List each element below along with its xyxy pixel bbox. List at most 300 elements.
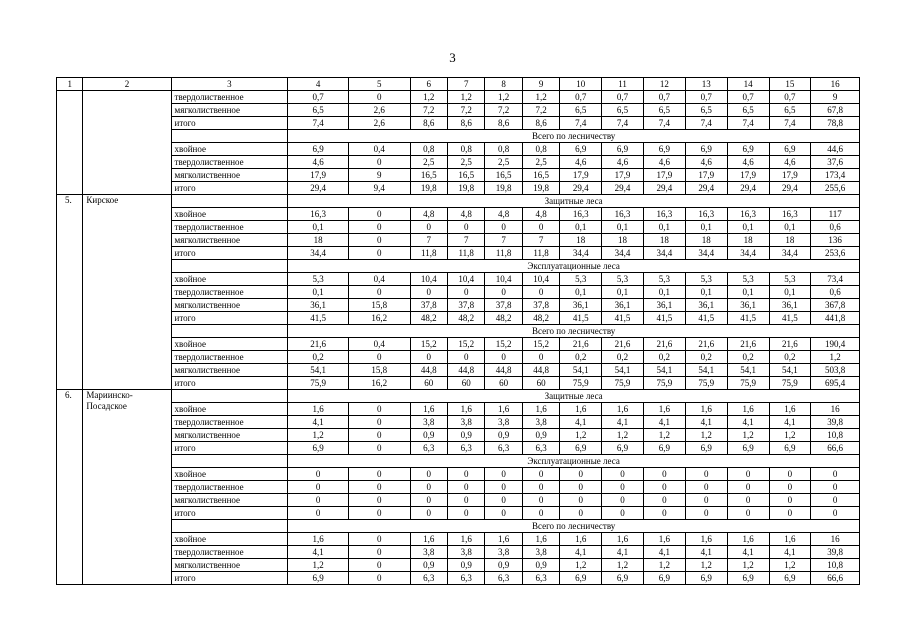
value-cell: 0	[410, 351, 447, 364]
table-row	[57, 299, 860, 312]
value-cell: 0	[447, 221, 484, 234]
value-cell: 0,1	[727, 286, 769, 299]
value-cell: 5,3	[288, 273, 349, 286]
value-cell: 7,2	[447, 104, 484, 117]
section-title: Всего по лесничеству	[288, 520, 860, 533]
value-cell: 0	[560, 468, 602, 481]
value-cell: 66,6	[811, 442, 860, 455]
value-cell: 0	[348, 247, 410, 260]
value-cell: 3,8	[485, 546, 522, 559]
table-row	[57, 351, 860, 364]
value-cell: 10,4	[485, 273, 522, 286]
forest-type-cell: мягколиственное	[171, 104, 288, 117]
value-cell: 44,6	[811, 143, 860, 156]
value-cell: 0,1	[727, 221, 769, 234]
value-cell: 34,4	[602, 247, 644, 260]
value-cell: 0	[560, 507, 602, 520]
value-cell: 48,2	[522, 312, 559, 325]
value-cell: 5,3	[685, 273, 727, 286]
value-cell: 0,4	[348, 143, 410, 156]
table-row	[57, 117, 860, 130]
value-cell: 0	[685, 481, 727, 494]
value-cell: 4,6	[685, 156, 727, 169]
value-cell: 4,1	[560, 416, 602, 429]
section-title-row	[57, 455, 860, 468]
table-row	[57, 234, 860, 247]
forest-type-cell: итого	[171, 182, 288, 195]
column-number-cell: 5	[348, 78, 410, 91]
value-cell: 18	[288, 234, 349, 247]
region-number: 6.	[57, 390, 83, 585]
value-cell: 54,1	[769, 364, 811, 377]
value-cell: 4,1	[560, 546, 602, 559]
forest-type-cell: итого	[171, 572, 288, 585]
value-cell: 6,9	[685, 442, 727, 455]
table-row	[57, 273, 860, 286]
value-cell: 1,6	[727, 533, 769, 546]
value-cell: 0,7	[560, 91, 602, 104]
forest-type-cell: итого	[171, 117, 288, 130]
value-cell: 0	[348, 429, 410, 442]
value-cell: 41,5	[288, 312, 349, 325]
value-cell: 0	[643, 507, 685, 520]
value-cell: 8,6	[410, 117, 447, 130]
value-cell: 0,2	[643, 351, 685, 364]
value-cell: 0	[348, 494, 410, 507]
value-cell: 0,1	[560, 286, 602, 299]
value-cell: 1,6	[410, 533, 447, 546]
value-cell: 4,1	[769, 546, 811, 559]
table-row	[57, 312, 860, 325]
value-cell: 6,9	[643, 442, 685, 455]
value-cell: 503,8	[811, 364, 860, 377]
value-cell: 0	[811, 481, 860, 494]
column-number-cell: 7	[447, 78, 484, 91]
value-cell: 0	[348, 481, 410, 494]
value-cell: 441,8	[811, 312, 860, 325]
forest-type-cell: мягколиственное	[171, 169, 288, 182]
column-number-cell: 12	[643, 78, 685, 91]
value-cell: 0,2	[602, 351, 644, 364]
value-cell: 1,2	[602, 559, 644, 572]
section-title: Эксплуатационные леса	[288, 260, 860, 273]
value-cell: 5,3	[727, 273, 769, 286]
value-cell: 29,4	[643, 182, 685, 195]
value-cell: 0,9	[410, 429, 447, 442]
value-cell: 39,8	[811, 416, 860, 429]
value-cell: 1,6	[447, 533, 484, 546]
value-cell: 0	[685, 468, 727, 481]
table-row	[57, 416, 860, 429]
value-cell: 37,8	[410, 299, 447, 312]
value-cell: 4,8	[410, 208, 447, 221]
value-cell: 0	[485, 221, 522, 234]
value-cell: 0	[348, 416, 410, 429]
blank-cell	[171, 455, 288, 468]
section-title-row	[57, 130, 860, 143]
value-cell: 16,3	[560, 208, 602, 221]
value-cell: 6,9	[727, 143, 769, 156]
value-cell: 6,9	[288, 143, 349, 156]
value-cell: 5,3	[643, 273, 685, 286]
value-cell: 34,4	[727, 247, 769, 260]
value-cell: 0,1	[643, 221, 685, 234]
value-cell: 36,1	[288, 299, 349, 312]
column-number-cell: 15	[769, 78, 811, 91]
value-cell: 15,8	[348, 364, 410, 377]
value-cell: 0	[348, 507, 410, 520]
value-cell: 0,1	[288, 286, 349, 299]
value-cell: 4,1	[288, 546, 349, 559]
value-cell: 1,2	[769, 559, 811, 572]
value-cell: 0	[769, 507, 811, 520]
value-cell: 0	[727, 494, 769, 507]
value-cell: 0	[685, 494, 727, 507]
value-cell: 6,5	[685, 104, 727, 117]
value-cell: 3,8	[410, 416, 447, 429]
value-cell: 8,6	[447, 117, 484, 130]
value-cell: 9	[811, 91, 860, 104]
value-cell: 0	[348, 234, 410, 247]
value-cell: 6,9	[602, 143, 644, 156]
value-cell: 0,2	[769, 351, 811, 364]
value-cell: 0	[447, 481, 484, 494]
value-cell: 8,6	[522, 117, 559, 130]
value-cell: 4,1	[727, 416, 769, 429]
value-cell: 0,9	[447, 429, 484, 442]
blank-cell	[171, 260, 288, 273]
value-cell: 4,1	[602, 416, 644, 429]
forestry-name: Мариинско-Посадское	[83, 390, 171, 585]
column-number-cell: 13	[685, 78, 727, 91]
value-cell: 0,2	[560, 351, 602, 364]
value-cell: 0	[811, 494, 860, 507]
value-cell: 29,4	[727, 182, 769, 195]
value-cell: 1,2	[769, 429, 811, 442]
table-row	[57, 104, 860, 117]
value-cell: 0	[410, 507, 447, 520]
value-cell: 0	[485, 494, 522, 507]
value-cell: 0,1	[643, 286, 685, 299]
value-cell: 0	[643, 468, 685, 481]
value-cell: 48,2	[447, 312, 484, 325]
value-cell: 6,9	[685, 572, 727, 585]
value-cell: 6,3	[522, 442, 559, 455]
value-cell: 60	[447, 377, 484, 390]
value-cell: 16,5	[485, 169, 522, 182]
value-cell: 0,7	[727, 91, 769, 104]
value-cell: 41,5	[727, 312, 769, 325]
value-cell: 0	[447, 468, 484, 481]
value-cell: 37,8	[522, 299, 559, 312]
value-cell: 0	[348, 546, 410, 559]
value-cell: 0	[769, 494, 811, 507]
value-cell: 11,8	[447, 247, 484, 260]
value-cell: 6,9	[643, 143, 685, 156]
region-number	[57, 91, 83, 195]
value-cell: 34,4	[769, 247, 811, 260]
value-cell: 54,1	[685, 364, 727, 377]
value-cell: 4,1	[685, 546, 727, 559]
value-cell: 54,1	[560, 364, 602, 377]
value-cell: 41,5	[643, 312, 685, 325]
value-cell: 1,2	[522, 91, 559, 104]
value-cell: 78,8	[811, 117, 860, 130]
value-cell: 1,6	[522, 403, 559, 416]
value-cell: 0,9	[522, 559, 559, 572]
value-cell: 1,2	[685, 559, 727, 572]
value-cell: 0	[348, 208, 410, 221]
value-cell: 0,8	[410, 143, 447, 156]
value-cell: 75,9	[602, 377, 644, 390]
value-cell: 0	[522, 481, 559, 494]
value-cell: 18	[685, 234, 727, 247]
value-cell: 44,8	[447, 364, 484, 377]
value-cell: 7,2	[485, 104, 522, 117]
value-cell: 253,6	[811, 247, 860, 260]
value-cell: 0,7	[602, 91, 644, 104]
value-cell: 0	[769, 468, 811, 481]
value-cell: 6,9	[602, 572, 644, 585]
section-title: Всего по лесничеству	[288, 130, 860, 143]
value-cell: 75,9	[685, 377, 727, 390]
section-title: Защитные леса	[288, 195, 860, 208]
value-cell: 7	[410, 234, 447, 247]
value-cell: 2,5	[447, 156, 484, 169]
value-cell: 2,5	[485, 156, 522, 169]
value-cell: 7	[485, 234, 522, 247]
value-cell: 0	[522, 468, 559, 481]
page-number: 3	[449, 50, 456, 65]
value-cell: 3,8	[522, 546, 559, 559]
value-cell: 4,6	[288, 156, 349, 169]
value-cell: 0,1	[685, 221, 727, 234]
value-cell: 0	[522, 286, 559, 299]
value-cell: 10,4	[447, 273, 484, 286]
value-cell: 18	[727, 234, 769, 247]
value-cell: 16,3	[288, 208, 349, 221]
value-cell: 11,8	[410, 247, 447, 260]
value-cell: 6,9	[769, 572, 811, 585]
value-cell: 0,1	[288, 221, 349, 234]
value-cell: 0	[643, 494, 685, 507]
value-cell: 75,9	[727, 377, 769, 390]
value-cell: 6,9	[769, 442, 811, 455]
value-cell: 11,8	[485, 247, 522, 260]
value-cell: 4,1	[727, 546, 769, 559]
value-cell: 16,5	[447, 169, 484, 182]
value-cell: 7,4	[769, 117, 811, 130]
value-cell: 16,3	[685, 208, 727, 221]
value-cell: 0	[348, 403, 410, 416]
value-cell: 4,1	[643, 416, 685, 429]
forestry-name: Кирское	[83, 195, 171, 390]
section-title-row	[57, 260, 860, 273]
value-cell: 0,7	[288, 91, 349, 104]
value-cell: 0	[348, 286, 410, 299]
value-cell: 0	[447, 286, 484, 299]
value-cell: 0	[727, 468, 769, 481]
value-cell: 15,2	[522, 338, 559, 351]
value-cell: 6,3	[410, 572, 447, 585]
value-cell: 173,4	[811, 169, 860, 182]
value-cell: 34,4	[685, 247, 727, 260]
column-number-cell: 1	[57, 78, 83, 91]
value-cell: 4,6	[769, 156, 811, 169]
value-cell: 29,4	[560, 182, 602, 195]
value-cell: 21,6	[288, 338, 349, 351]
blank-cell	[171, 130, 288, 143]
value-cell: 7,4	[602, 117, 644, 130]
value-cell: 6,5	[560, 104, 602, 117]
value-cell: 17,9	[602, 169, 644, 182]
value-cell: 1,6	[643, 403, 685, 416]
value-cell: 9,4	[348, 182, 410, 195]
forest-type-cell: хвойное	[171, 468, 288, 481]
value-cell: 1,2	[643, 429, 685, 442]
value-cell: 0	[348, 156, 410, 169]
value-cell: 16,3	[602, 208, 644, 221]
value-cell: 2,6	[348, 104, 410, 117]
value-cell: 1,6	[769, 533, 811, 546]
value-cell: 0,9	[410, 559, 447, 572]
forest-type-cell: хвойное	[171, 338, 288, 351]
value-cell: 1,2	[485, 91, 522, 104]
value-cell: 0	[643, 481, 685, 494]
column-number-cell: 6	[410, 78, 447, 91]
value-cell: 0	[288, 468, 349, 481]
value-cell: 67,8	[811, 104, 860, 117]
table-row	[57, 286, 860, 299]
value-cell: 1,6	[447, 403, 484, 416]
value-cell: 0	[602, 507, 644, 520]
value-cell: 4,6	[602, 156, 644, 169]
value-cell: 6,9	[288, 442, 349, 455]
blank-cell	[171, 325, 288, 338]
value-cell: 6,9	[769, 143, 811, 156]
value-cell: 6,3	[485, 442, 522, 455]
table-row	[57, 221, 860, 234]
value-cell: 41,5	[602, 312, 644, 325]
value-cell: 0	[348, 533, 410, 546]
forest-type-cell: мягколиственное	[171, 559, 288, 572]
table-row	[57, 169, 860, 182]
header-row	[57, 78, 860, 91]
value-cell: 7,2	[410, 104, 447, 117]
value-cell: 0	[560, 494, 602, 507]
value-cell: 5,3	[769, 273, 811, 286]
value-cell: 136	[811, 234, 860, 247]
table-row	[57, 494, 860, 507]
section-title-row	[57, 520, 860, 533]
value-cell: 7,2	[522, 104, 559, 117]
value-cell: 1,2	[727, 429, 769, 442]
value-cell: 6,5	[727, 104, 769, 117]
forest-type-cell: хвойное	[171, 208, 288, 221]
table-row	[57, 338, 860, 351]
value-cell: 0	[348, 468, 410, 481]
value-cell: 36,1	[685, 299, 727, 312]
forest-type-cell: итого	[171, 377, 288, 390]
value-cell: 21,6	[560, 338, 602, 351]
value-cell: 1,2	[602, 429, 644, 442]
value-cell: 0,1	[560, 221, 602, 234]
column-number-cell: 11	[602, 78, 644, 91]
value-cell: 0	[485, 351, 522, 364]
value-cell: 60	[485, 377, 522, 390]
value-cell: 21,6	[727, 338, 769, 351]
value-cell: 17,9	[288, 169, 349, 182]
value-cell: 6,5	[643, 104, 685, 117]
value-cell: 41,5	[560, 312, 602, 325]
value-cell: 0	[522, 494, 559, 507]
value-cell: 1,6	[288, 403, 349, 416]
value-cell: 0	[522, 351, 559, 364]
forest-type-cell: твердолиственное	[171, 481, 288, 494]
value-cell: 7,4	[685, 117, 727, 130]
column-number-cell: 2	[83, 78, 171, 91]
value-cell: 6,9	[560, 143, 602, 156]
forest-type-cell: твердолиственное	[171, 156, 288, 169]
table-row	[57, 559, 860, 572]
value-cell: 2,5	[410, 156, 447, 169]
table-row	[57, 481, 860, 494]
value-cell: 37,8	[485, 299, 522, 312]
value-cell: 8,6	[485, 117, 522, 130]
value-cell: 1,6	[485, 533, 522, 546]
value-cell: 1,6	[643, 533, 685, 546]
value-cell: 4,1	[769, 416, 811, 429]
value-cell: 0	[288, 507, 349, 520]
value-cell: 0	[485, 468, 522, 481]
value-cell: 4,1	[602, 546, 644, 559]
value-cell: 0,2	[685, 351, 727, 364]
value-cell: 54,1	[602, 364, 644, 377]
forest-type-cell: итого	[171, 247, 288, 260]
value-cell: 75,9	[643, 377, 685, 390]
value-cell: 36,1	[643, 299, 685, 312]
forest-type-cell: хвойное	[171, 143, 288, 156]
table-row	[57, 247, 860, 260]
value-cell: 1,2	[643, 559, 685, 572]
value-cell: 3,8	[447, 416, 484, 429]
value-cell: 0	[769, 481, 811, 494]
value-cell: 21,6	[643, 338, 685, 351]
value-cell: 1,6	[485, 403, 522, 416]
value-cell: 15,8	[348, 299, 410, 312]
value-cell: 0,1	[602, 286, 644, 299]
forest-type-cell: твердолиственное	[171, 546, 288, 559]
value-cell: 0	[348, 559, 410, 572]
value-cell: 75,9	[288, 377, 349, 390]
value-cell: 0,9	[447, 559, 484, 572]
value-cell: 19,8	[447, 182, 484, 195]
value-cell: 0	[447, 351, 484, 364]
column-number-cell: 4	[288, 78, 349, 91]
value-cell: 6,9	[560, 572, 602, 585]
value-cell: 29,4	[602, 182, 644, 195]
value-cell: 190,4	[811, 338, 860, 351]
column-number-cell: 9	[522, 78, 559, 91]
value-cell: 6,3	[522, 572, 559, 585]
value-cell: 6,3	[447, 442, 484, 455]
value-cell: 5,3	[602, 273, 644, 286]
forestry-name	[83, 91, 171, 195]
value-cell: 1,6	[769, 403, 811, 416]
value-cell: 0	[485, 507, 522, 520]
value-cell: 0	[602, 494, 644, 507]
value-cell: 0,9	[522, 429, 559, 442]
